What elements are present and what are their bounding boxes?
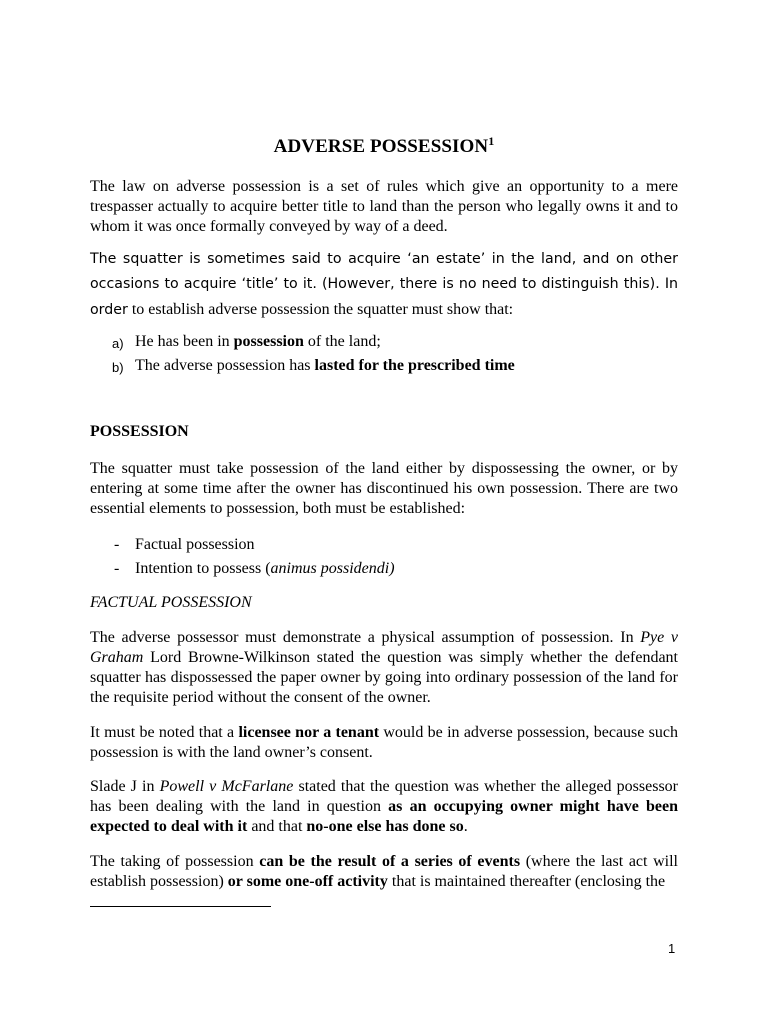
list-marker: b) bbox=[112, 360, 124, 375]
document-title bbox=[0, 134, 768, 158]
possession-paragraph: The squatter must take possession of the land either by dispossessing the owner, or by entering at some time after the owner has discontinued his own possession. There are two essential elements to possession, both must be established: bbox=[90, 460, 678, 517]
licensee-paragraph: It must be noted that a licensee nor a tenant would be in adverse possession, because such possession is with the land owner’s consent. bbox=[90, 724, 679, 761]
title-text: ADVERSE POSSESSION bbox=[273, 136, 489, 157]
slade-paragraph: Slade J in Powell v McFarlane stated that the question was whether the alleged possessor has been dealing with the land in question as an occupying owner might have been expected to deal with it and that no-one else has done so. bbox=[90, 778, 679, 835]
list-item-text: Intention to possess (animus possidendi) bbox=[135, 560, 395, 577]
factual-paragraph: The adverse possessor must demonstrate a physical assumption of possession. In Pye v Graham Lord Browne-Wilkinson stated the question was simply whether the defendant squatter has dispossessed the paper owner by going into ordinary possession of the land for the requisite period without the consent of the owner. bbox=[90, 629, 679, 706]
list-item-text: Factual possession bbox=[135, 536, 255, 553]
case-name: Pye v Graham bbox=[90, 629, 679, 666]
possession-heading: POSSESSION bbox=[90, 423, 189, 440]
squatter-paragraph bbox=[90, 247, 678, 323]
taking-paragraph: The taking of possession can be the result of a series of events (where the last act will establish possession) or some one-off activity that is maintained thereafter (enclosing the bbox=[90, 853, 679, 890]
footnote-separator bbox=[90, 906, 271, 907]
squatter-text-serif: to establish adverse possession the squatter must show that: bbox=[127, 301, 514, 318]
list-item-text: The adverse possession has lasted for the prescribed time bbox=[135, 357, 515, 374]
page-number: 1 bbox=[668, 941, 676, 956]
list-marker: - bbox=[114, 536, 120, 553]
intro-paragraph: The law on adverse possession is a set of rules which give an opportunity to a mere trespasser actually to acquire better title to land than the person who legally owns it and to whom it was once formally conveyed by way of a deed. bbox=[90, 178, 678, 235]
factual-possession-heading: FACTUAL POSSESSION bbox=[90, 594, 252, 611]
case-name: Powell v McFarlane bbox=[159, 778, 294, 795]
list-item bbox=[90, 559, 678, 583]
squatter-text-sans: The squatter is sometimes said to acquire ‘an estate’ in the land, and on other occasions to acquire ‘title’ to it. (However, there is no need to distinguish this). In order bbox=[90, 251, 678, 318]
requirements-list bbox=[90, 332, 678, 380]
footnote-marker[interactable]: 1 bbox=[488, 134, 495, 148]
list-marker: a) bbox=[112, 336, 124, 351]
list-marker: - bbox=[114, 560, 120, 577]
list-item-text: He has been in possession of the land; bbox=[135, 333, 381, 350]
list-item bbox=[90, 332, 678, 356]
list-item bbox=[90, 356, 678, 380]
elements-list bbox=[90, 535, 678, 583]
list-item bbox=[90, 535, 678, 559]
